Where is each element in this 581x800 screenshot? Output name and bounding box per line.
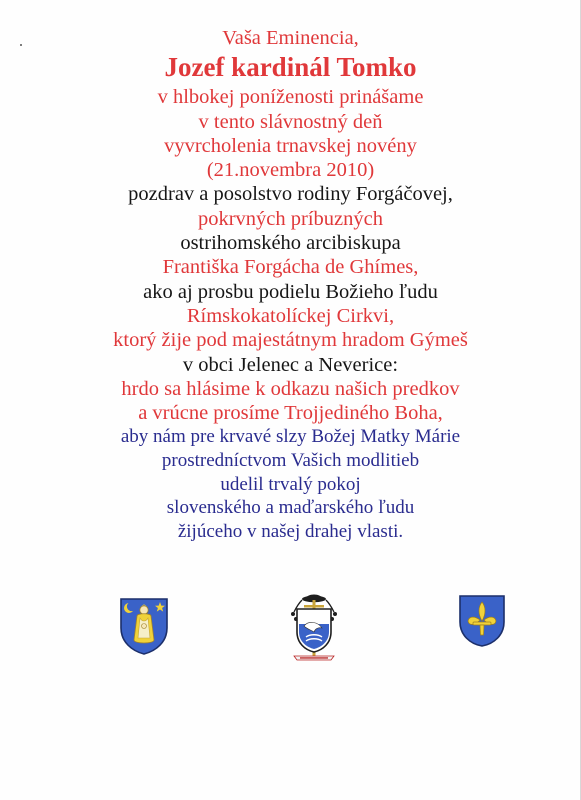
letter-line: a vrúcne prosíme Trojjediného Boha, [138,402,443,425]
letter-line: Rímskokatolíckej Cirkvi, [186,304,395,327]
coat-of-arms-fleur-de-lis-icon [458,594,506,648]
coat-of-arms-madonna-icon [118,596,170,656]
salutation-line: Vaša Eminencia, [222,27,359,49]
letter-line: hrdo sa hlásime k odkazu našich predkov [121,377,460,400]
letter-body [0,26,581,543]
letter-line: udelil trvalý pokoj [220,473,361,495]
letter-line: pozdrav a posolstvo rodiny Forgáčovej, [128,183,453,206]
letter-line: žijúceho v našej drahej vlasti. [177,520,404,542]
addressee-name: Jozef kardinál Tomko [164,52,417,83]
letter-line: prostredníctvom Vašich modlitieb [161,450,420,472]
ecclesiastical-coat-of-arms-icon [284,590,344,668]
letter-line: v tento slávnostný deň [198,110,383,133]
letter-line: slovenského a maďarského ľudu [166,497,415,519]
scan-speck [20,44,22,46]
letter-line: ktorý žije pod majestátnym hradom Gýmeš [113,329,468,352]
letter-line: vyvrcholenia trnavskej novény [164,134,417,157]
letter-line: v hlbokej poníženosti prinášame [157,86,424,109]
letter-line: aby nám pre krvavé slzy Božej Matky Márie [120,426,461,448]
letter-line: Františka Forgácha de Ghímes, [162,256,419,279]
letter-line: ako aj prosbu podielu Božieho ľudu [143,280,438,303]
date-line: (21.novembra 2010) [206,159,375,182]
letter-line: ostrihomského arcibiskupa [180,232,401,255]
letter-line: pokrvných príbuzných [197,207,384,230]
letter-line: v obci Jelenec a Neverice: [182,353,399,376]
